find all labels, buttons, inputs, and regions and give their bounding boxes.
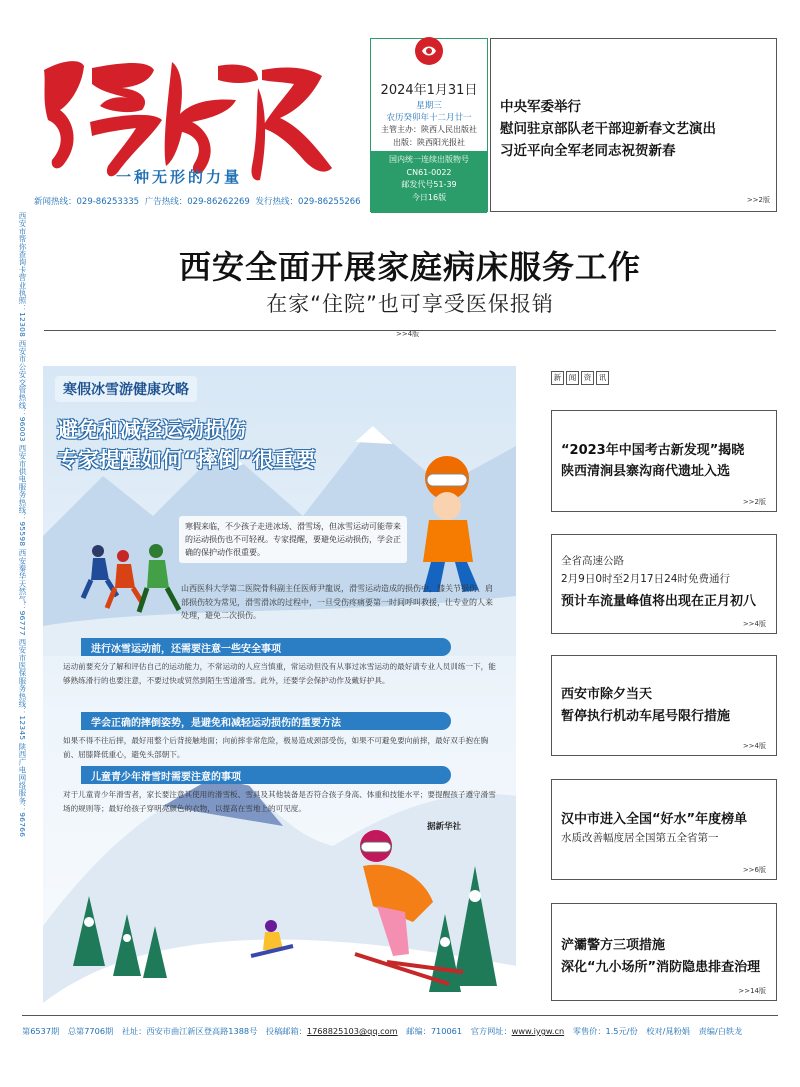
news-page-ref: >>4版	[742, 620, 766, 628]
news-page-ref: >>14版	[738, 987, 766, 995]
feature-tag: 寒假冰雪游健康攻略	[55, 376, 197, 402]
email-link[interactable]: 1768825103@qq.com	[306, 1026, 398, 1036]
news-card-archaeology[interactable]	[551, 410, 777, 512]
news-title-line: 深化“九小场所”消防隐患排查治理	[561, 960, 761, 975]
section-title-3: 儿童青少年滑雪时需要注意的事项	[81, 766, 451, 784]
news-page-ref: >>2版	[742, 498, 766, 506]
cn-number: CN61-0022	[406, 167, 452, 177]
email-label: 投稿邮箱：	[265, 1026, 307, 1036]
news-hotline: 新闻热线：029-86253335	[34, 197, 140, 207]
section-body-1: 运动前要充分了解和评估自己的运动能力，不常运动的人应当慎重，常运动但没有从事过冰雪运动的最好请专业人员训练一下，能够熟练滑行的也要注意，不要过快或贸然到陌生雪道滑雪。此外，还要学会保护动作及戴好护具。	[63, 662, 496, 685]
main-headline[interactable]: 西安全面开展家庭病床服务工作	[178, 248, 641, 286]
total-issue-number: 总第7706期	[67, 1026, 114, 1036]
top-story-page-ref: >>2版	[746, 196, 770, 204]
news-sub-line: 水质改善幅度居全国第五全省第一	[561, 832, 719, 844]
news-label-char: 闻	[566, 371, 579, 385]
ad-hotline: 广告热线：029-86262269	[144, 197, 250, 207]
news-label-char: 讯	[596, 371, 609, 385]
footer	[22, 1026, 782, 1037]
top-story-line2: 慰问驻京部队老干部迎新春文艺演出	[500, 121, 716, 137]
issue-lunar-date: 农历癸卯年十二月廿一	[386, 113, 472, 123]
hotlines	[34, 195, 370, 207]
news-page-ref: >>4版	[742, 742, 766, 750]
news-page-ref: >>6版	[742, 866, 766, 874]
news-label-char: 新	[551, 371, 564, 385]
issue-number: 第6537期	[22, 1026, 60, 1036]
news-section-label	[551, 371, 609, 385]
feature-intro: 山西医科大学第二医院骨科副主任医师尹龍说，滑雪运动造成的损伤中，膝关节损伤、肩部损伤较为常见，滑雪滑冰的过程中，一旦受伤疼痛要第一时间呼叫救援，让专业的人来处理，避免二次损伤。	[181, 584, 493, 620]
news-title-line: 浐灞警方三项措施	[561, 938, 666, 953]
news-pre-line: 全省高速公路	[561, 555, 624, 567]
section-title-2: 学会正确的摔倒姿势，是避免和减轻运动损伤的重要方法	[81, 712, 451, 730]
news-title-line: 预计车流量峰值将出现在正月初八	[561, 594, 757, 609]
sun-logo-icon	[409, 31, 449, 67]
sponsor: 主管主办：陕西人民出版社	[381, 125, 477, 134]
feature-panel	[43, 366, 516, 1003]
price: 零售价：1.5元/份	[572, 1026, 638, 1036]
headline-page-ref: >>4版	[396, 330, 420, 338]
top-story-line1: 中央军委举行	[500, 99, 581, 115]
site-label: 官方网址：	[470, 1026, 512, 1036]
feature-headline-2[interactable]: 专家提醒如何“摔倒”很重要	[57, 448, 316, 472]
editor: 责编/白轶龙	[698, 1026, 743, 1036]
issue-weekday: 星期三	[416, 101, 442, 111]
news-card-water[interactable]	[551, 779, 777, 880]
feature-source: 据新华社	[427, 822, 462, 832]
section-title-1: 进行冰雪运动前，还需要注意一些安全事项	[81, 638, 451, 656]
service-hotlines-sidebar: 西安市帮你查询卡营业执照：12308 西安市公安交管热线：96003 西安市供电服务热线：95598 西安秦华天然气：96777 西安市医保服务热线：12345 陕西广电网络服务：96766	[18, 212, 27, 838]
serial-info	[371, 151, 487, 213]
section-body-2: 如果不得不往后摔，最好用整个后背接触地面；向前摔非常危险，极易造成颈部受伤，如果不可避免要向前摔，最好双手抱在胸前、屈膝降低重心，避免头部朝下。	[63, 736, 489, 759]
postal-code: 邮发代号51-39	[401, 180, 457, 189]
publisher: 出版：陕西阳光报社	[393, 138, 465, 147]
news-card-traffic[interactable]	[551, 655, 777, 756]
news-card-highway[interactable]	[551, 534, 777, 634]
top-story-line3: 习近平向全军老同志祝贺新春	[500, 143, 676, 159]
footer-divider	[22, 1015, 778, 1016]
website-link[interactable]: www.iygw.cn	[511, 1026, 565, 1036]
news-pre-line: 2月9日0时至2月17日24时免费通行	[561, 573, 730, 585]
news-card-fire-safety[interactable]	[551, 903, 777, 1001]
serial-label: 国内统一连续出版物号	[389, 155, 469, 164]
news-title-line: 暂停执行机动车尾号限行措施	[561, 709, 731, 724]
slogan: 一种无形的力量	[116, 168, 243, 186]
issue-date: 2024年1月31日	[380, 83, 478, 98]
section-body-3: 对于儿童青少年滑雪者，家长要注意其使用的滑雪板、雪具及其他装备是否符合孩子身高、体重和技能水平；要提醒孩子遵守滑雪场的规则等；最好给孩子穿明亮颜色的衣物，以提高在雪地上的可见度。	[63, 790, 496, 813]
news-title-line: “2023年中国考古新发现”揭晓	[561, 443, 745, 458]
proofreader: 校对/晁粉娟	[646, 1026, 690, 1036]
news-label-char: 资	[581, 371, 594, 385]
news-title-line: 汉中市进入全国“好水”年度榜单	[561, 812, 748, 827]
news-title-line: 陕西清涧县寨沟商代遗址入选	[561, 464, 731, 479]
postcode: 邮编：710061	[406, 1026, 463, 1036]
distribution-hotline: 发行热线：029-86255266	[255, 197, 361, 207]
top-story-box[interactable]	[490, 38, 777, 212]
address: 社址：西安市曲江新区登高路1388号	[121, 1026, 258, 1036]
feature-headline-1[interactable]: 避免和减轻运动损伤	[57, 418, 246, 442]
page-count: 今日16版	[411, 192, 447, 202]
main-subheadline: 在家“住院”也可享受医保报销	[266, 292, 554, 316]
news-title-line: 西安市除夕当天	[561, 687, 653, 702]
feature-lead: 寒假来临，不少孩子走进冰场、滑雪场，但冰雪运动可能带来的运动损伤也不可轻视。专家提醒，要避免运动损伤，学会正确的保护动作很重要。	[179, 516, 407, 563]
issue-info-block	[370, 38, 488, 212]
